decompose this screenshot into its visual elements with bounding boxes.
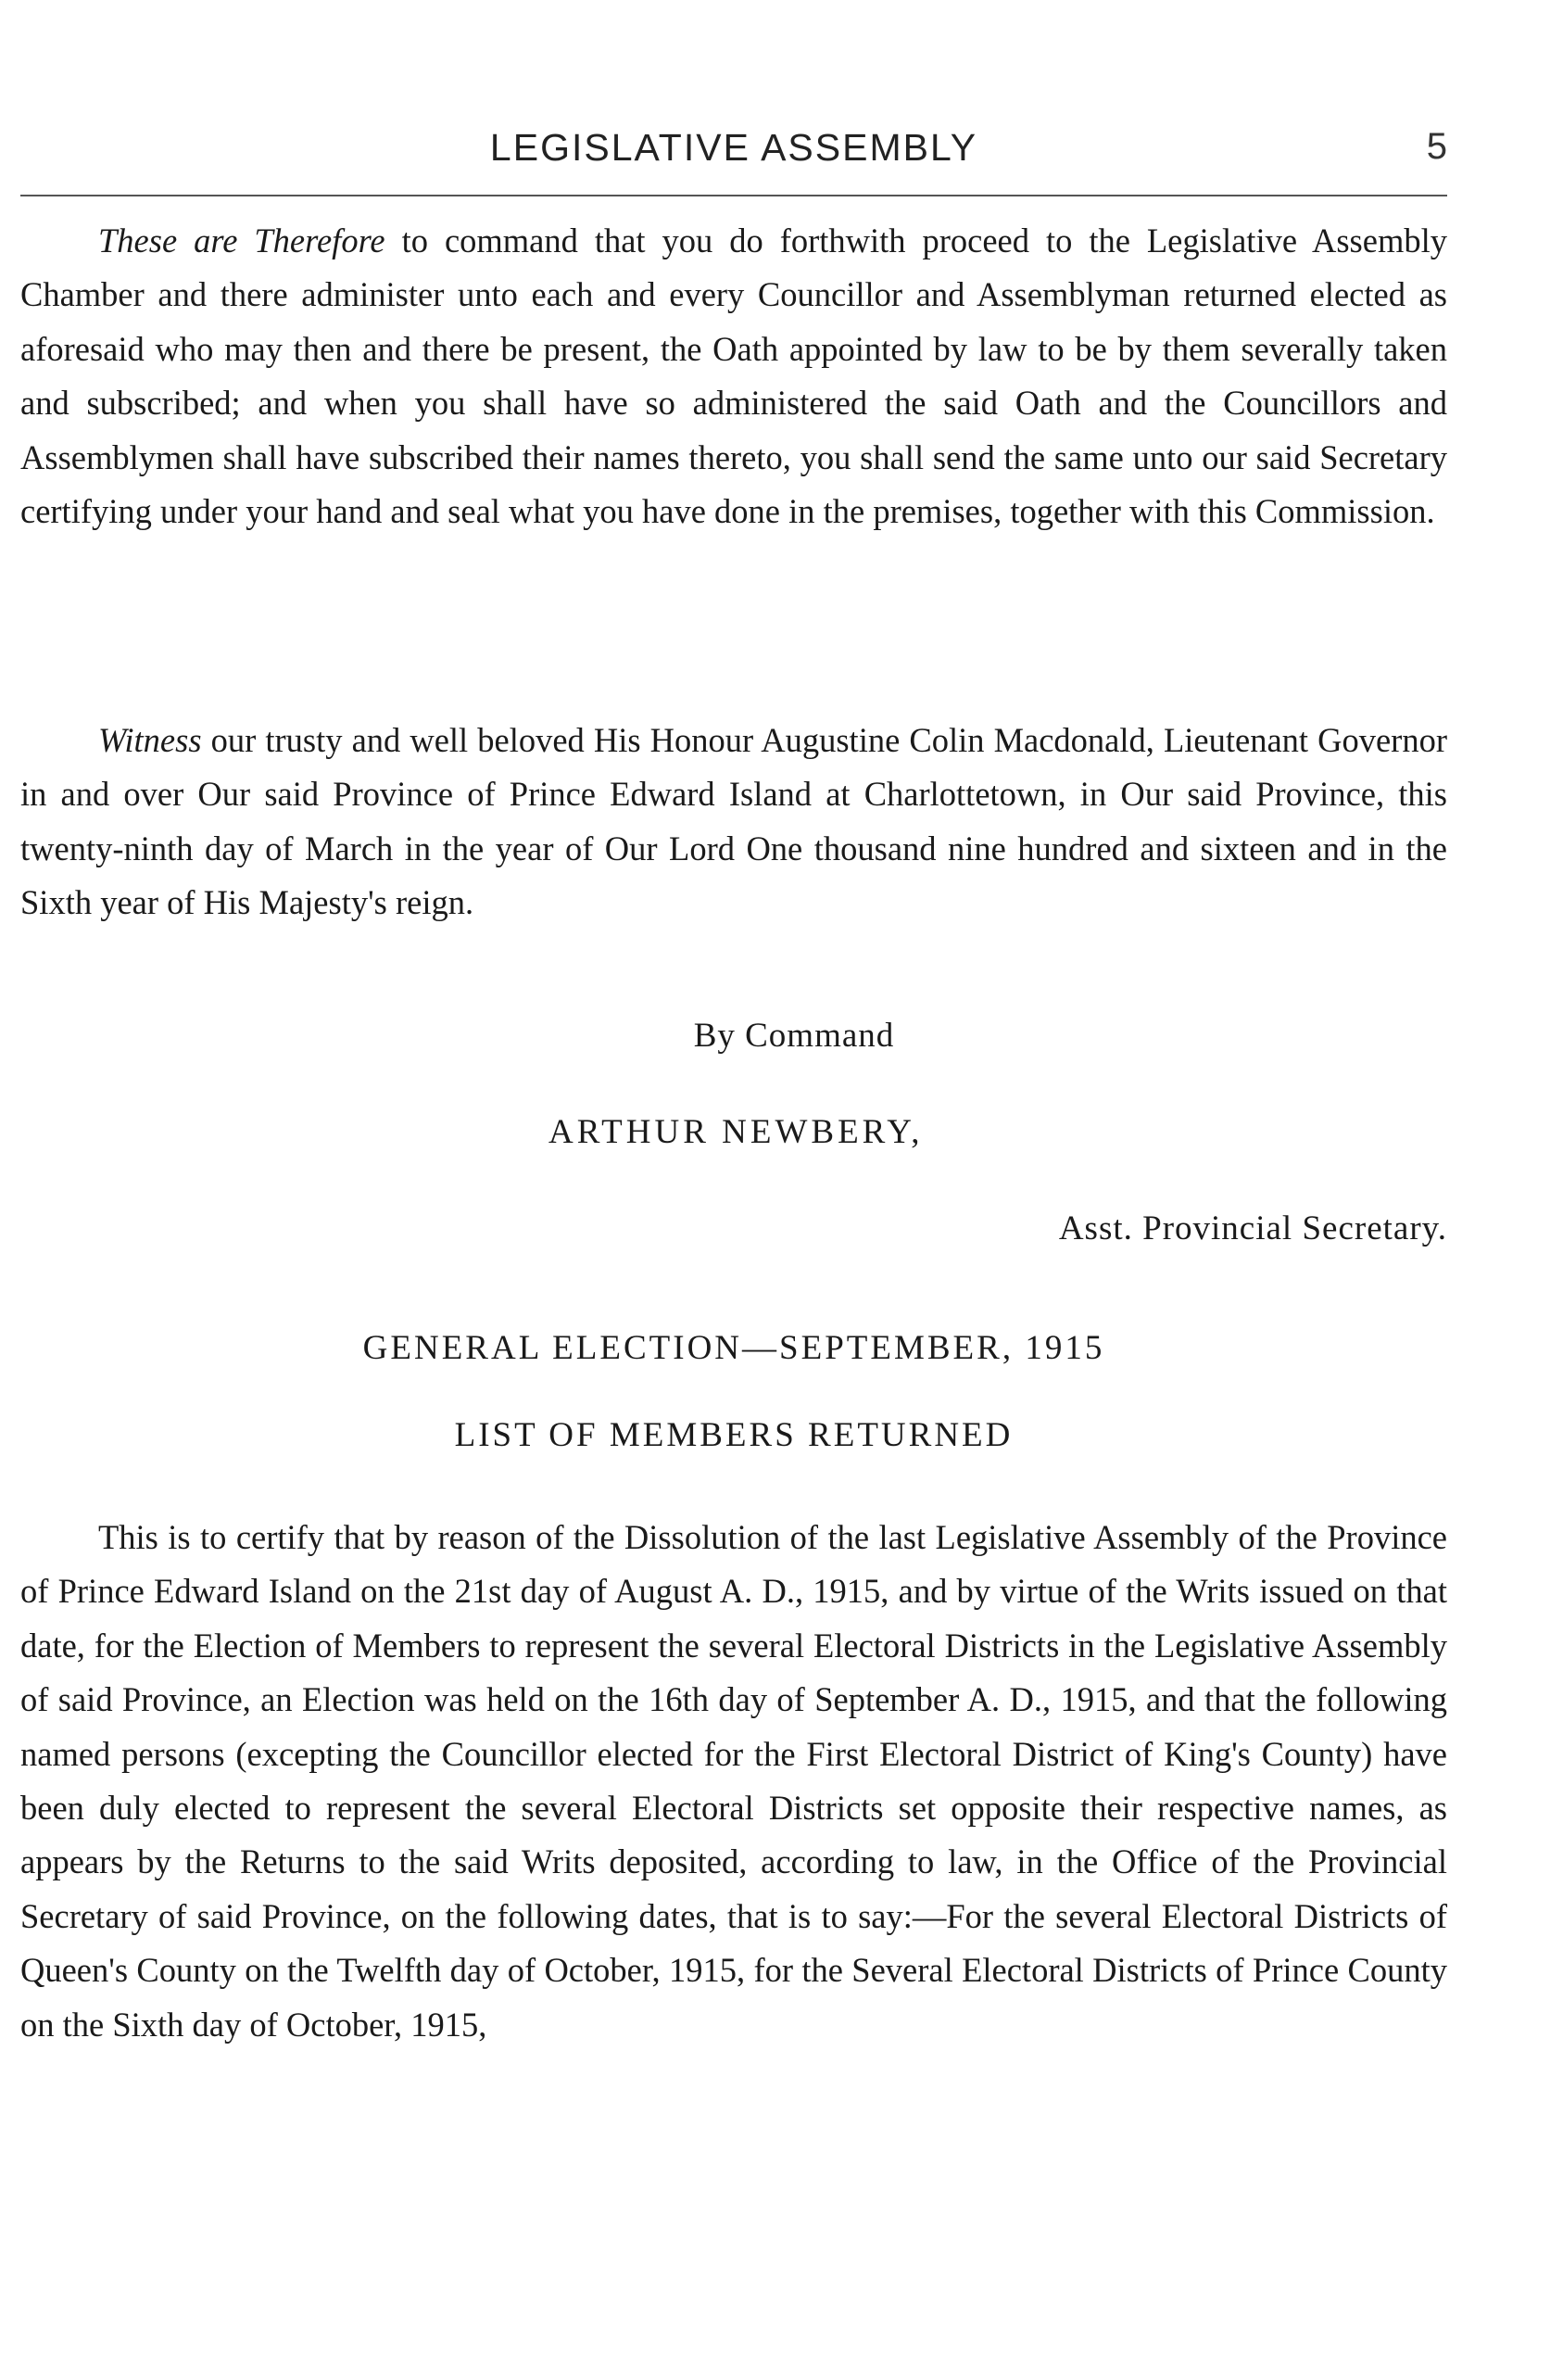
commission-paragraph-2-text: our trusty and well beloved His Honour Augustine Colin Macdonald, Lieutenant Governor in and over Our said Province of Prince Edward Island at Charlottetown, in Our said Province, this twenty-ninth day of March in the year of Our Lord One thousand nine hundred and sixteen and in the Sixth year of His Majesty's reign.	[20, 721, 1447, 922]
by-command: By Command	[693, 1017, 895, 1055]
header-rule	[20, 195, 1447, 196]
running-head	[20, 126, 1447, 182]
commission-paragraph-1-text: to command that you do forthwith proceed to the Legislative Assembly Chamber and there administer unto each and every Councillor and Assemblyman returned elected as aforesaid who may then and there be present, the Oath appointed by law to be by them severally taken and subscribed; and when you shall have so administered the said Oath and the Councillors and Assemblymen shall have subscribed their names thereto, you shall send the same unto our said Secretary certifying under your hand and seal what you have done in the premises, together with this Commission.	[20, 222, 1447, 531]
page-number: 5	[1426, 126, 1447, 167]
signatory-title: Asst. Provincial Secretary.	[1058, 1209, 1447, 1247]
commission-paragraph-1	[20, 214, 1447, 538]
commission-paragraph-1-lead: These are Therefore	[98, 222, 385, 260]
running-title: LEGISLATIVE ASSEMBLY	[489, 126, 978, 169]
section-heading: GENERAL ELECTION—SEPTEMBER, 1915	[362, 1329, 1105, 1367]
commission-paragraph-2	[20, 714, 1447, 930]
document-page	[20, 0, 1447, 2380]
signatory-name: ARTHUR NEWBERY,	[548, 1113, 924, 1151]
commission-paragraph-2-lead: Witness	[98, 721, 202, 759]
section-subheading: LIST OF MEMBERS RETURNED	[454, 1416, 1014, 1454]
election-paragraph: This is to certify that by reason of the Dissolution of the last Legislative Assembly of the Province of Prince Edward Island on the 21st day of August A. D., 1915, and by virtue of the Writs issued on that date, for the Election of Members to represent the several Electoral Districts in the Legislative Assembly of said Province, an Election was held on the 16th day of September A. D., 1915, and that the following named persons (excepting the Councillor elected for the First Electoral District of King's County) have been duly elected to represent the several Electoral Districts set opposite their respective names, as appears by the Returns to the said Writs deposited, according to law, in the Office of the Provincial Secretary of said Province, on the following dates, that is to say:—For the several Electoral Districts of Queen's County on the Twelfth day of October, 1915, for the Several Electoral Districts of Prince County on the Sixth day of October, 1915,	[20, 1518, 1447, 2044]
